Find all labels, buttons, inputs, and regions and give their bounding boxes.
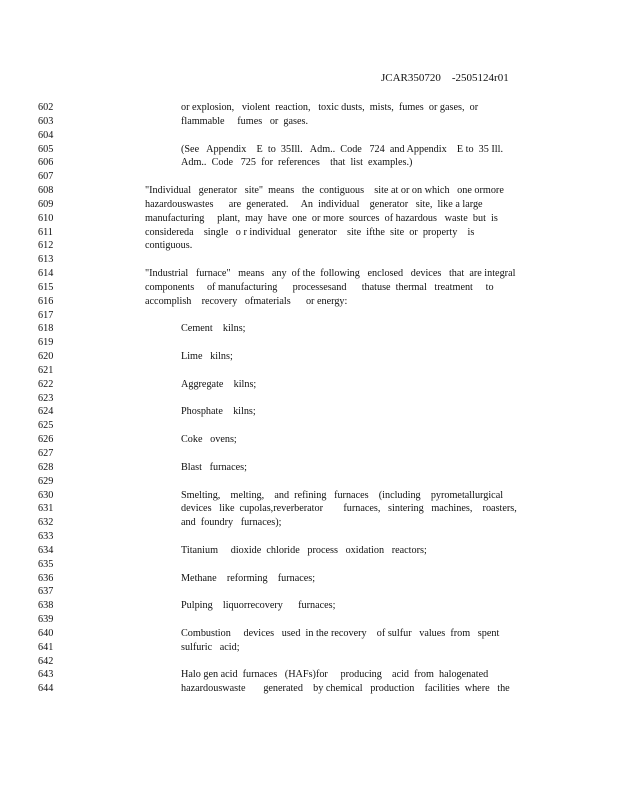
line-number: 617 [38,310,54,321]
text-line: contiguous. [145,240,193,251]
line-number: 605 [38,144,54,155]
text-line: Adm.. Code 725 for references that list examples.) [181,157,413,168]
line-number: 627 [38,448,54,459]
text-line: considereda single o r individual generator site ifthe site or property is [145,227,475,238]
text-line: Blast furnaces; [181,462,247,473]
text-line: Lime kilns; [181,351,233,362]
text-line: Cement kilns; [181,323,246,334]
line-number: 628 [38,462,54,473]
text-line: Halo gen acid furnaces (HAFs)for producing acid from halogenated [181,669,489,680]
text-line: flammable fumes or gases. [181,116,309,127]
line-number: 641 [38,642,54,653]
line-number: 604 [38,130,54,141]
text-line: manufacturing plant, may have one or more sources of hazardous waste but is [145,213,498,224]
line-number: 640 [38,628,54,639]
line-number: 623 [38,393,54,404]
line-number: 616 [38,296,54,307]
line-number: 631 [38,503,54,514]
line-number: 620 [38,351,54,362]
text-line: sulfuric acid; [181,642,240,653]
text-line: accomplish recovery ofmaterials or energy: [145,296,348,307]
text-line: devices like cupolas,reverberator furnaces, sintering machines, roasters, [181,503,517,514]
text-line: Combustion devices used in the recovery of sulfur values from spent [181,628,500,639]
text-line: and foundry furnaces); [181,517,282,528]
line-number: 624 [38,406,54,417]
line-number: 630 [38,490,54,501]
line-number: 619 [38,337,54,348]
line-number: 614 [38,268,54,279]
line-number: 610 [38,213,54,224]
line-number: 608 [38,185,54,196]
text-line: "Industrial furnace" means any of the following enclosed devices that are integral [145,268,516,279]
line-number: 643 [38,669,54,680]
line-number: 632 [38,517,54,528]
line-number: 636 [38,573,54,584]
line-number: 607 [38,171,54,182]
text-line: Coke ovens; [181,434,237,445]
line-number: 612 [38,240,54,251]
text-line: Aggregate kilns; [181,379,257,390]
line-number: 602 [38,102,54,113]
line-number: 629 [38,476,54,487]
line-number: 633 [38,531,54,542]
text-line: components of manufacturing processesand thatuse thermal treatment to [145,282,494,293]
text-line: hazardouswastes are generated. An individual generator site, like a large [145,199,483,210]
line-number: 635 [38,559,54,570]
line-number: 642 [38,656,54,667]
text-line: or explosion, violent reaction, toxic dusts, mists, fumes or gases, or [181,102,479,113]
line-number: 609 [38,199,54,210]
text-line: Pulping liquorrecovery furnaces; [181,600,336,611]
line-number: 618 [38,323,54,334]
text-line: hazardouswaste generated by chemical production facilities where the [181,683,510,694]
line-number: 644 [38,683,54,694]
line-number: 603 [38,116,54,127]
line-number: 638 [38,600,54,611]
text-line: Smelting, melting, and refining furnaces (including pyrometallurgical [181,490,504,501]
line-number: 637 [38,586,54,597]
line-number: 613 [38,254,54,265]
line-number: 634 [38,545,54,556]
text-line: Methane reforming furnaces; [181,573,316,584]
line-number: 611 [38,227,53,238]
text-line: (See Appendix E to 35Ill. Adm.. Code 724 and Appendix E to 35 Ill. [181,144,504,155]
line-number: 626 [38,434,54,445]
line-number: 606 [38,157,54,168]
line-number: 615 [38,282,54,293]
document-header: JCAR350720 -2505124r01 [381,72,509,84]
line-number: 625 [38,420,54,431]
line-number: 622 [38,379,54,390]
line-number: 639 [38,614,54,625]
line-number: 621 [38,365,54,376]
text-line: Phosphate kilns; [181,406,256,417]
text-line: "Individual generator site" means the contiguous site at or on which one ormore [145,185,504,196]
text-line: Titanium dioxide chloride process oxidation reactors; [181,545,427,556]
